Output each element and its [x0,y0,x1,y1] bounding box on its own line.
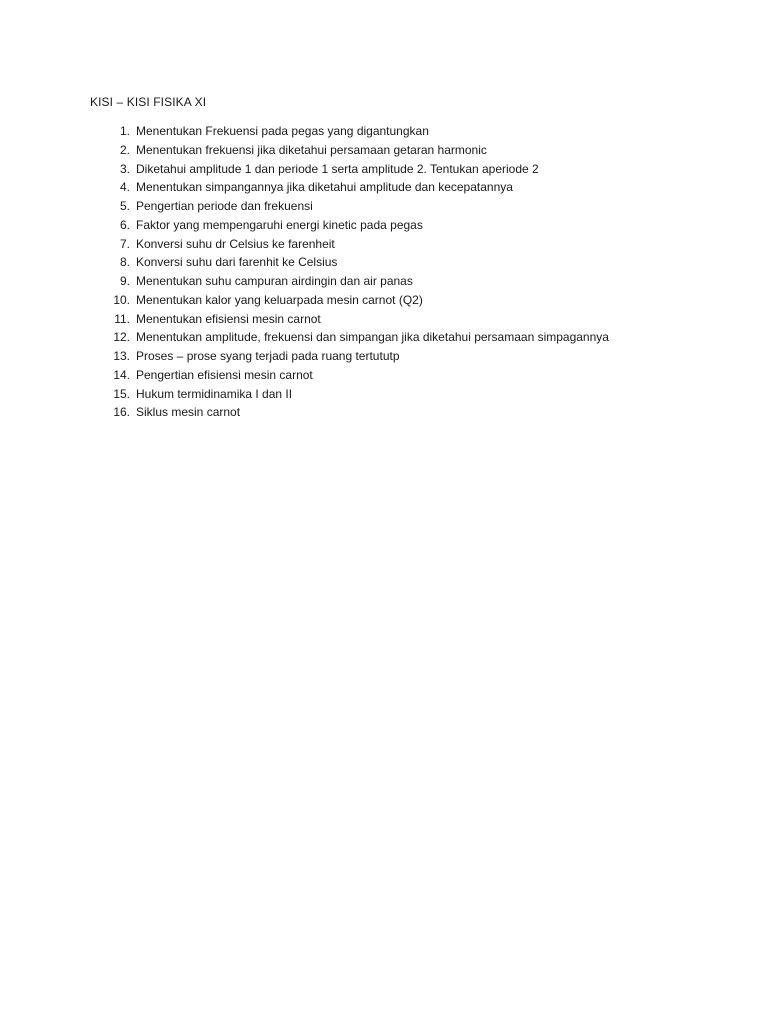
list-item-number: 2. [119,142,130,157]
list-item-number: 6. [119,217,130,232]
list-item [0,403,768,422]
list-item [0,253,768,272]
list-item [0,385,768,404]
list-item-number: 15. [113,386,130,401]
list-item [0,122,768,141]
list-item-text: Menentukan suhu campuran airdingin dan air panas [136,274,413,288]
list-item-text: Konversi suhu dr Celsius ke farenheit [136,236,335,251]
list-item-text: Hukum termidinamika I dan II [136,386,293,401]
list-item [0,141,768,160]
list-item-number: 3. [119,161,130,176]
item-list [0,122,768,422]
list-item-number: 11. [114,311,130,326]
list-item-text: Proses – prose syang terjadi pada ruang tertututp [136,349,400,363]
list-item-number: 13. [113,349,130,363]
list-item [0,197,768,216]
list-item [0,178,768,197]
list-item-number: 14. [113,367,130,382]
list-item-text: Menentukan frekuensi jika diketahui persamaan getaran harmonic [136,142,487,157]
list-item-text: Pengertian periode dan frekuensi [136,199,313,213]
list-item-text: Faktor yang mempengaruhi energi kinetic pada pegas [136,217,423,232]
list-item [0,347,768,366]
list-item-text: Siklus mesin carnot [136,405,241,420]
list-item-number: 7. [119,236,130,251]
list-item-text: Menentukan kalor yang keluarpada mesin carnot (Q2) [136,292,423,307]
list-item-number: 5. [119,199,130,213]
list-item-text: Pengertian efisiensi mesin carnot [136,367,313,382]
list-item-number: 8. [119,255,130,270]
list-item-text: Menentukan simpangannya jika diketahui amplitude dan kecepatannya [136,180,513,195]
list-item [0,366,768,385]
list-item-number: 1. [119,124,130,138]
list-item-text: Menentukan Frekuensi pada pegas yang digantungkan [136,124,429,138]
list-item-number: 9. [119,274,130,288]
list-item [0,272,768,291]
list-item [0,216,768,235]
list-item [0,291,768,310]
list-item-text: Menentukan amplitude, frekuensi dan simpangan jika diketahui persamaan simpagannya [136,330,609,345]
list-item [0,328,768,347]
list-item-text: Menentukan efisiensi mesin carnot [136,311,321,326]
list-item [0,160,768,179]
list-item [0,310,768,329]
document-title: KISI – KISI FISIKA XI [90,95,207,109]
list-item-text: Konversi suhu dari farenhit ke Celsius [136,255,338,270]
list-item-number: 4. [119,180,130,195]
list-item-number: 12. [113,330,130,345]
list-item-number: 16. [113,405,130,420]
list-item [0,235,768,254]
list-item-text: Diketahui amplitude 1 dan periode 1 serta amplitude 2. Tentukan aperiode 2 [136,161,539,176]
list-item-number: 10. [113,292,130,307]
